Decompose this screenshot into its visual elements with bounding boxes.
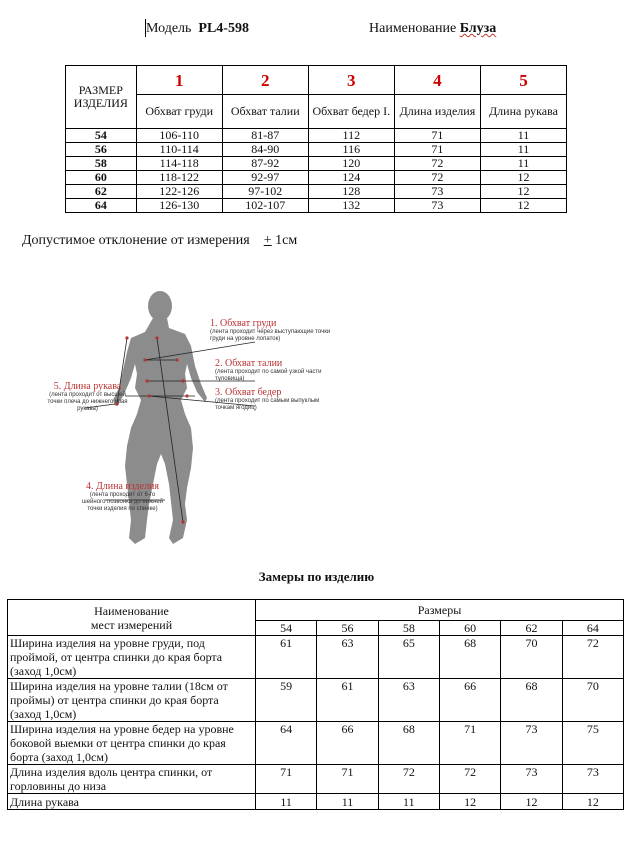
measure-value: 70 [501, 636, 562, 679]
measure-value: 73 [562, 765, 623, 794]
size-header: 60 [439, 621, 500, 636]
measure-value: 73 [501, 722, 562, 765]
callout-title: 5. Длина рукава [53, 381, 122, 392]
table-row [8, 679, 624, 722]
col-label: Обхват груди [136, 95, 222, 129]
measure-value: 11 [317, 794, 378, 810]
callout-note: (лента проходит от высшей точки плеча до нижнего края рукава) [47, 392, 128, 412]
table-row [8, 765, 624, 794]
value-cell: 97-102 [222, 185, 308, 199]
col-label: Обхват бедер I. [308, 95, 394, 129]
size-table [65, 65, 567, 213]
size-header: 54 [256, 621, 317, 636]
value-cell: 112 [308, 129, 394, 143]
table-row [66, 171, 567, 185]
name-label: Наименование [369, 21, 457, 36]
value-cell: 11 [480, 143, 566, 157]
value-cell: 84-90 [222, 143, 308, 157]
tolerance-value: 1см [271, 233, 298, 248]
value-cell: 71 [394, 129, 480, 143]
measure-value: 68 [439, 636, 500, 679]
value-cell: 132 [308, 199, 394, 213]
value-cell: 72 [394, 157, 480, 171]
tolerance-pm: + [263, 233, 272, 248]
measure-value: 66 [317, 722, 378, 765]
callout-hips [215, 387, 340, 412]
measure-value: 71 [256, 765, 317, 794]
value-cell: 124 [308, 171, 394, 185]
measure-value: 61 [317, 679, 378, 722]
measure-value: 68 [378, 722, 439, 765]
size-header: 64 [562, 621, 623, 636]
measure-value: 72 [378, 765, 439, 794]
callout-title: 4. Длина изделия [85, 481, 160, 492]
value-cell: 128 [308, 185, 394, 199]
size-cell: 58 [66, 157, 137, 171]
callout-note: (лента проходит по самым выпуклым точкам ягодиц) [215, 398, 320, 411]
measure-value: 71 [317, 765, 378, 794]
measurement-figure [45, 288, 345, 553]
measure-value: 72 [562, 636, 623, 679]
table-row [66, 199, 567, 213]
measure-value: 12 [501, 794, 562, 810]
size-cell: 60 [66, 171, 137, 185]
value-cell: 11 [480, 129, 566, 143]
value-cell: 12 [480, 185, 566, 199]
measure-value: 66 [439, 679, 500, 722]
callout-note: (лента проходит от 6-го шейного позвонка до нижней точки изделия по спинке) [81, 492, 164, 512]
measure-value: 68 [501, 679, 562, 722]
value-cell: 73 [394, 199, 480, 213]
value-cell: 110-114 [136, 143, 222, 157]
sizes-header: Размеры [256, 600, 624, 621]
size-cell: 56 [66, 143, 137, 157]
model-label: Модель [146, 21, 192, 36]
measure-value: 65 [378, 636, 439, 679]
measure-value: 63 [317, 636, 378, 679]
measure-table-title: Замеры по изделию [258, 569, 375, 584]
callout-chest [210, 318, 345, 343]
value-cell: 126-130 [136, 199, 222, 213]
col-label: Длина изделия [394, 95, 480, 129]
value-cell: 122-126 [136, 185, 222, 199]
measure-value: 12 [562, 794, 623, 810]
col-number: 3 [308, 66, 394, 95]
value-cell: 72 [394, 171, 480, 185]
callout-note: (лента проходит по самой узкой части туловища) [215, 369, 322, 382]
value-cell: 12 [480, 171, 566, 185]
value-cell: 120 [308, 157, 394, 171]
callout-title: 1. Обхват груди [210, 318, 277, 329]
measure-name: Ширина изделия на уровне бедер на уровне боковой выемки от центра спинки до края борта (заход 1,0см) [8, 722, 256, 765]
measure-value: 64 [256, 722, 317, 765]
corner-label-2: мест измерений [90, 617, 173, 632]
value-cell: 92-97 [222, 171, 308, 185]
model-value: PL4-598 [198, 21, 249, 36]
value-cell: 73 [394, 185, 480, 199]
col-label: Обхват талии [222, 95, 308, 129]
table-row [8, 722, 624, 765]
measure-value: 71 [439, 722, 500, 765]
size-cell: 62 [66, 185, 137, 199]
tolerance-note [22, 233, 297, 249]
value-cell: 118-122 [136, 171, 222, 185]
measure-corner [8, 600, 256, 636]
corner-label-1: Наименование [94, 603, 169, 618]
name-line [369, 21, 496, 37]
value-cell: 106-110 [136, 129, 222, 143]
measure-value: 75 [562, 722, 623, 765]
measure-name: Ширина изделия на уровне талии (18см от проймы) от центра спинки до края борта (заход 1,0см) [8, 679, 256, 722]
table-row [66, 157, 567, 171]
col-number: 1 [136, 66, 222, 95]
table-row [66, 143, 567, 157]
measure-value: 70 [562, 679, 623, 722]
table-row [8, 794, 624, 810]
tolerance-text: Допустимое отклонение от измерения [22, 233, 250, 248]
col-label: Длина рукава [480, 95, 566, 129]
table-row [66, 185, 567, 199]
measure-name: Длина рукава [8, 794, 256, 810]
measure-value: 11 [378, 794, 439, 810]
size-cell: 54 [66, 129, 137, 143]
table-row [66, 129, 567, 143]
col-number: 5 [480, 66, 566, 95]
measure-value: 59 [256, 679, 317, 722]
model-line [146, 21, 249, 37]
corner-label: РАЗМЕР ИЗДЕЛИЯ [66, 66, 137, 129]
measure-value: 11 [256, 794, 317, 810]
col-number: 4 [394, 66, 480, 95]
size-header: 58 [378, 621, 439, 636]
value-cell: 81-87 [222, 129, 308, 143]
measure-value: 72 [439, 765, 500, 794]
callout-title: 2. Обхват талии [215, 358, 283, 369]
measure-value: 61 [256, 636, 317, 679]
measure-value: 12 [439, 794, 500, 810]
value-cell: 116 [308, 143, 394, 157]
measure-value: 63 [378, 679, 439, 722]
value-cell: 71 [394, 143, 480, 157]
measure-value: 73 [501, 765, 562, 794]
measure-name: Длина изделия вдоль центра спинки, от горловины до низа [8, 765, 256, 794]
col-number: 2 [222, 66, 308, 95]
size-header: 56 [317, 621, 378, 636]
callout-sleeve [45, 381, 130, 413]
value-cell: 87-92 [222, 157, 308, 171]
size-header: 62 [501, 621, 562, 636]
callout-note: (лента проходит через выступающие точки груди на уровне лопаток) [210, 329, 331, 342]
callout-waist [215, 358, 335, 383]
name-value: Блуза [459, 21, 497, 36]
size-cell: 64 [66, 199, 137, 213]
callout-title: 3. Обхват бедер [215, 387, 282, 398]
value-cell: 114-118 [136, 157, 222, 171]
callout-length [80, 481, 165, 513]
value-cell: 12 [480, 199, 566, 213]
table-row [8, 636, 624, 679]
measure-name: Ширина изделия на уровне груди, под проймой, от центра спинки до края борта (заход 1,0см) [8, 636, 256, 679]
value-cell: 102-107 [222, 199, 308, 213]
value-cell: 11 [480, 157, 566, 171]
measure-table [7, 599, 624, 810]
